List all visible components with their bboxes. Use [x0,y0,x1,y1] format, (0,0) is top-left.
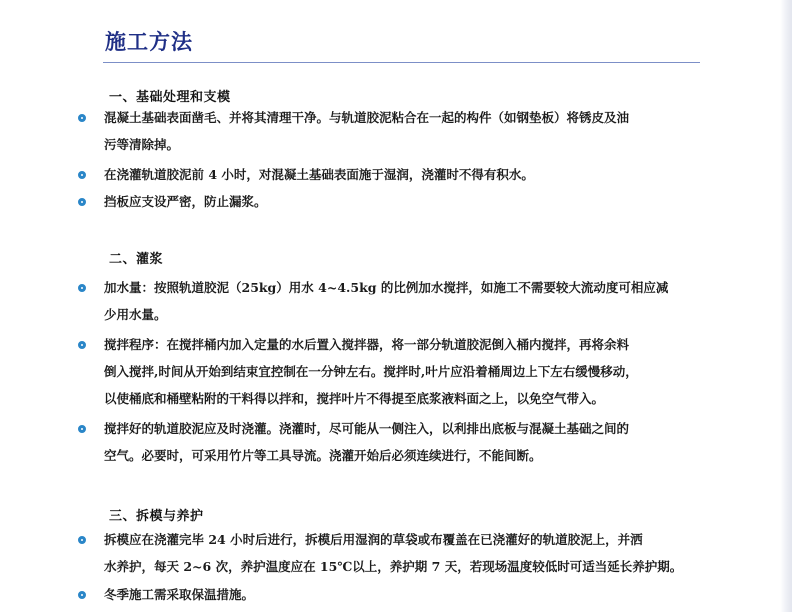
ring-bullet-icon [78,284,86,292]
item-line: 挡板应支设严密，防止漏浆。 [104,194,267,209]
item-line: 在浇灌轨道胶泥前 4 小时，对混凝土基础表面施于湿润，浇灌时不得有积水。 [104,167,534,182]
item-line: 污等清除掉。 [104,137,180,152]
item-line: 拆模应在浇灌完毕 24 小时后进行，拆模后用湿润的草袋或布覆盖在已浇灌好的轨道胶泥上，并洒 [104,532,643,547]
page-edge-shade [780,0,792,612]
title-divider [103,62,700,63]
item-line: 少用水量。 [104,307,167,322]
item-line: 搅拌好的轨道胶泥应及时浇灌。浇灌时，尽可能从一侧注入，以利排出底板与混凝土基础之间的 [104,421,630,436]
section-heading-1: 一、基础处理和支模 [109,90,231,105]
item-line: 搅拌程序：在搅拌桶内加入定量的水后置入搅拌器，将一部分轨道胶泥倒入桶内搅拌，再将余料 [104,337,630,352]
page-title: 施工方法 [105,29,193,54]
section-heading-2: 二、灌浆 [109,252,164,267]
section-heading-3: 三、拆模与养护 [109,509,204,524]
item-line: 加水量：按照轨道胶泥（25kg）用水 4~4.5kg 的比例加水搅拌，如施工不需要较大流动度可相应减 [104,280,669,295]
ring-bullet-icon [78,425,86,433]
ring-bullet-icon [78,114,86,122]
item-line: 倒入搅拌,时间从开始到结束宜控制在一分钟左右。搅拌时,叶片应沿着桶周边上下左右缓慢移动， [104,364,638,379]
item-line: 冬季施工需采取保温措施。 [104,587,255,602]
item-line: 以使桶底和桶壁粘附的干料得以拌和，搅拌叶片不得提至底浆液料面之上，以免空气带入。 [104,391,605,406]
item-line: 水养护，每天 2~6 次，养护温度应在 15℃以上，养护期 7 天，若现场温度较低时可适当延长养护期。 [104,559,683,574]
ring-bullet-icon [78,591,86,599]
item-line: 空气。必要时，可采用竹片等工具导流。浇灌开始后必须连续进行，不能间断。 [104,448,542,463]
item-line: 混凝土基础表面凿毛、并将其清理干净。与轨道胶泥粘合在一起的构件（如钢垫板）将锈皮及油 [104,110,630,125]
ring-bullet-icon [78,536,86,544]
ring-bullet-icon [78,198,86,206]
ring-bullet-icon [78,341,86,349]
ring-bullet-icon [78,171,86,179]
